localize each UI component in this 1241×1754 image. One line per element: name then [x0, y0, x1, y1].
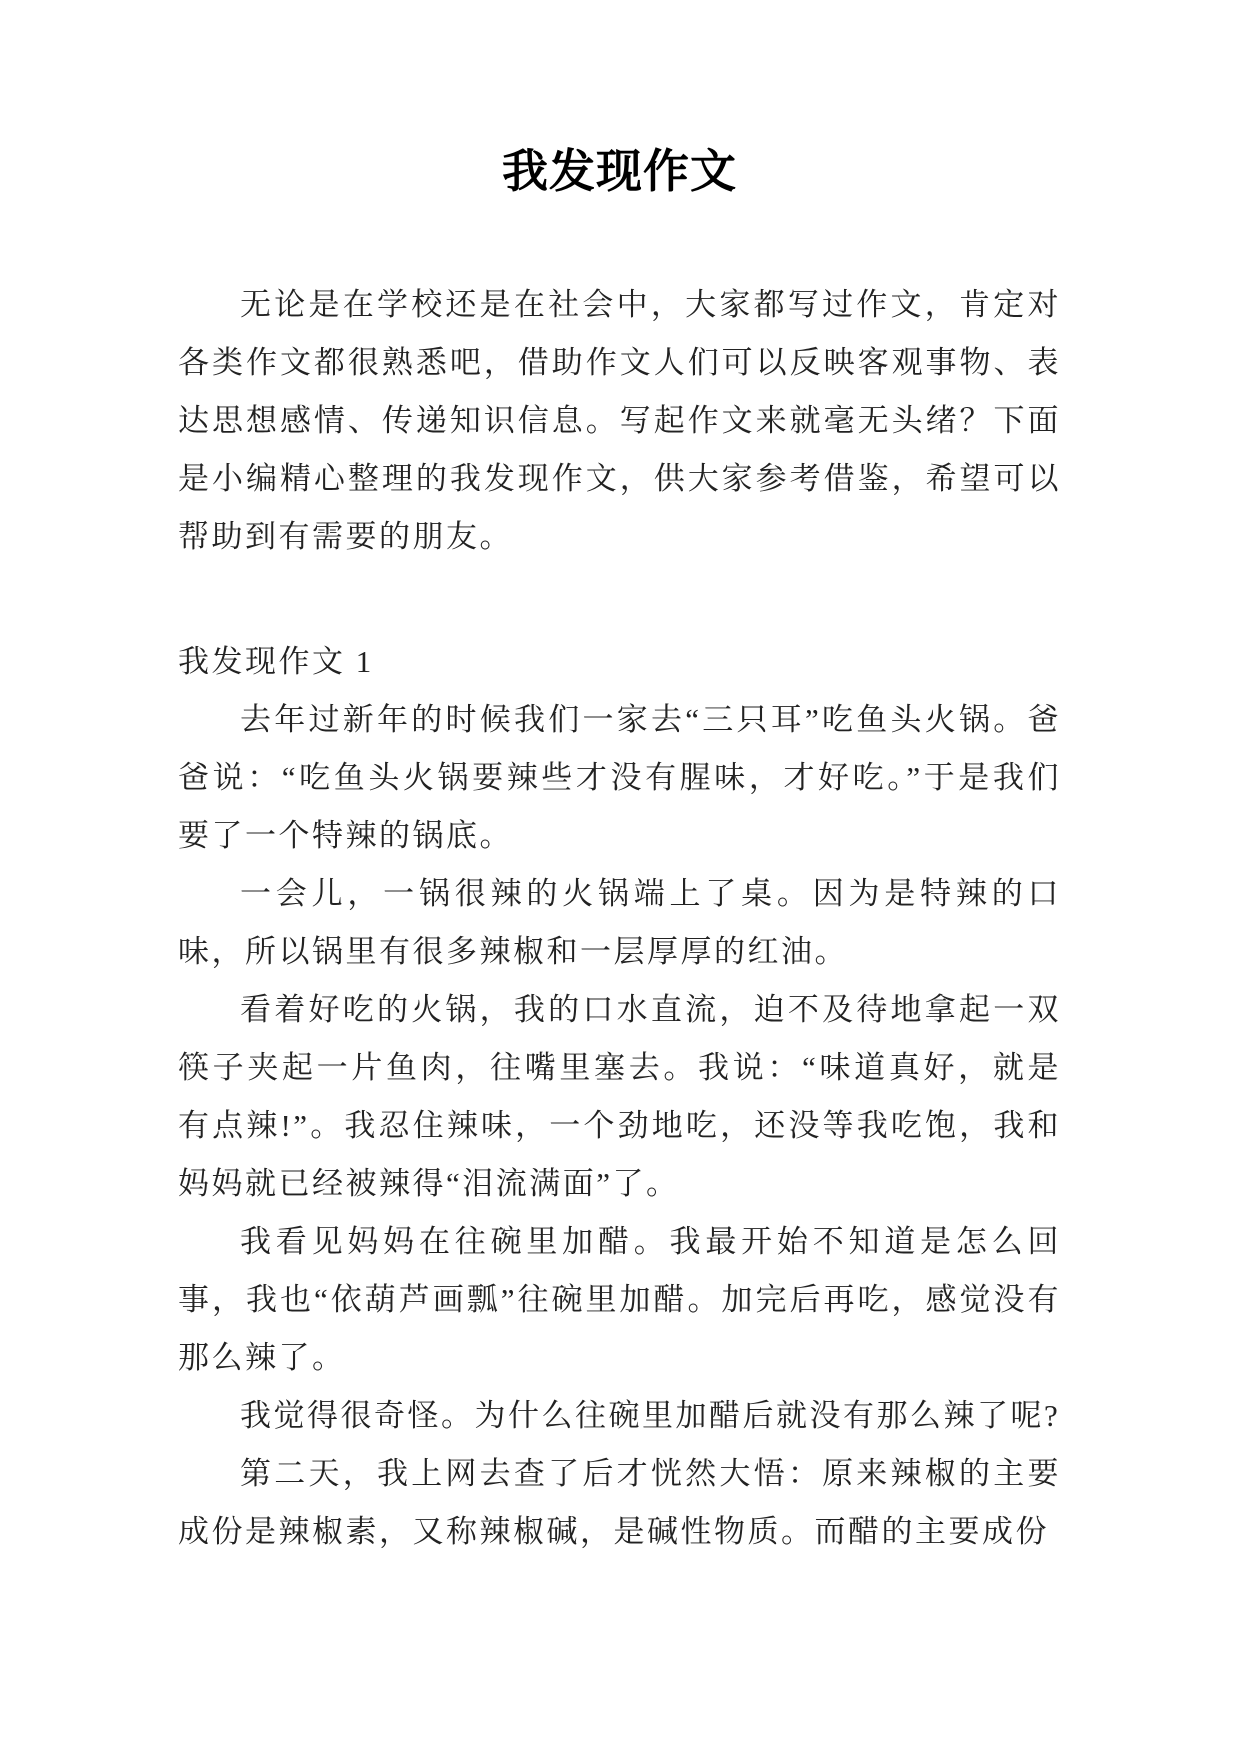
essay-paragraph-6: 第二天，我上网去查了后才恍然大悟：原来辣椒的主要成份是辣椒素，又称辣椒碱，是碱性物质。而醋的主要成份 — [178, 1456, 1061, 1549]
essay-paragraph-3: 看着好吃的火锅，我的口水直流，迫不及待地拿起一双筷子夹起一片鱼肉，往嘴里塞去。我说：“味道真好，就是有点辣!”。我忍住辣味，一个劲地吃，还没等我吃饱，我和妈妈就已经被辣得“泪流满面”了。 — [178, 992, 1061, 1201]
essay-paragraph-2: 一会儿，一锅很辣的火锅端上了桌。因为是特辣的口味，所以锅里有很多辣椒和一层厚厚的红油。 — [178, 876, 1061, 969]
essay-paragraph-5: 我觉得很奇怪。为什么往碗里加醋后就没有那么辣了呢? — [240, 1398, 1061, 1433]
essay-paragraph-4: 我看见妈妈在往碗里加醋。我最开始不知道是怎么回事，我也“依葫芦画瓢”往碗里加醋。加完后再吃，感觉没有那么辣了。 — [178, 1224, 1061, 1375]
essay-paragraph-1: 去年过新年的时候我们一家去“三只耳”吃鱼头火锅。爸爸说：“吃鱼头火锅要辣些才没有腥味，才好吃。”于是我们要了一个特辣的锅底。 — [178, 702, 1061, 853]
intro-paragraph: 无论是在学校还是在社会中，大家都写过作文，肯定对各类作文都很熟悉吧，借助作文人们可以反映客观事物、表达思想感情、传递知识信息。写起作文来就毫无头绪？下面是小编精心整理的我发现作文，供大家参考借鉴，希望可以帮助到有需要的朋友。 — [178, 287, 1061, 554]
document-title: 我发现作文 — [502, 146, 737, 197]
essay-section-heading: 我发现作文 1 — [178, 644, 374, 679]
